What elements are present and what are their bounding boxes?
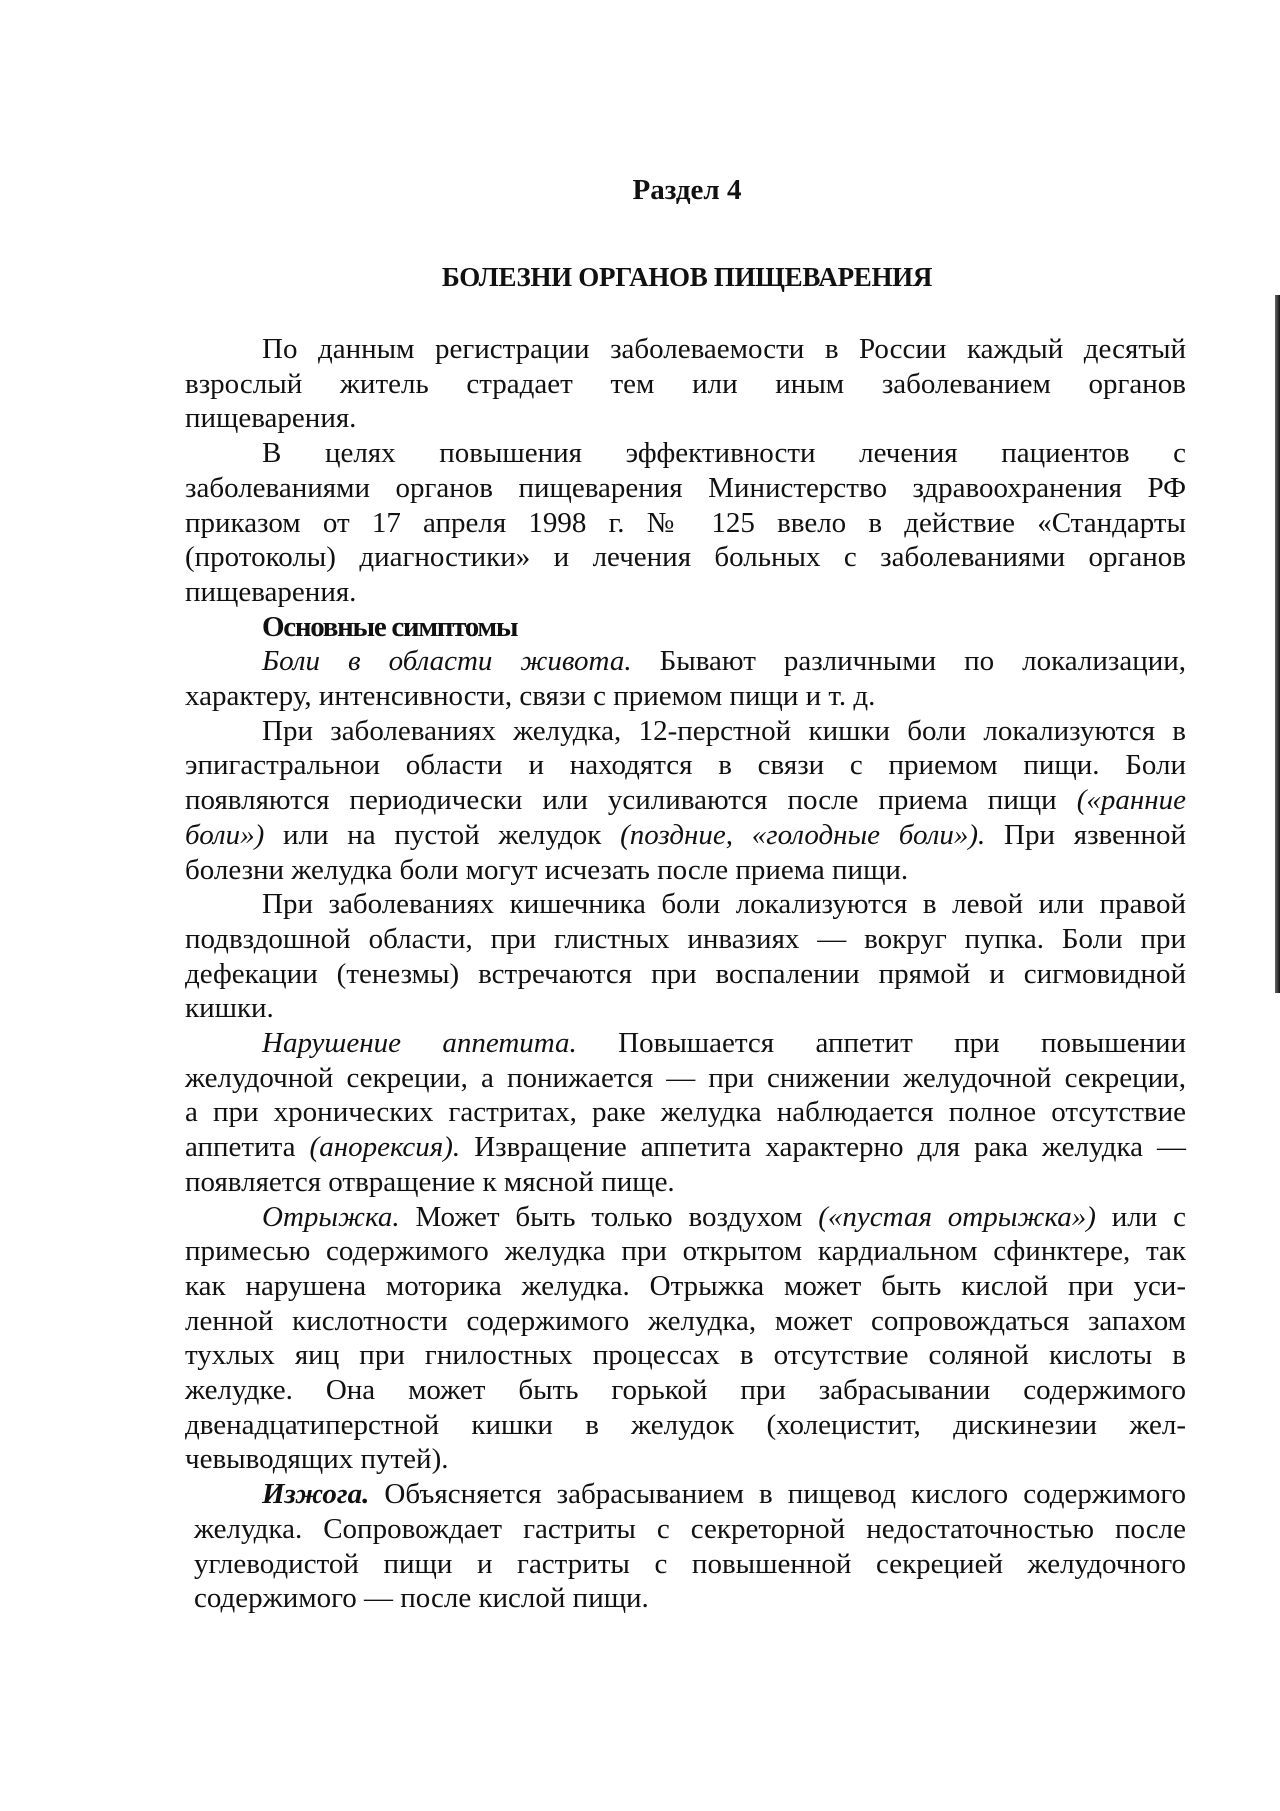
text-run: аппетита	[185, 1131, 310, 1164]
text-line	[185, 1373, 1186, 1407]
italic-text: (анорексия).	[309, 1131, 461, 1164]
italic-text: («ранние	[1076, 784, 1186, 817]
text-run: кишки.	[185, 992, 274, 1025]
text-run: двенадцатиперстной кишки в желудок (холецистит, дискинезии жел-	[185, 1408, 1186, 1441]
text-run: Объясняется забрасыванием в пищевод кислого содержимого	[369, 1478, 1186, 1511]
text-run: тухлых яиц при гнилостных процессах в отсутствие соляной кислоты в	[185, 1339, 1186, 1372]
italic-text: (поздние, «голодные боли»).	[620, 818, 986, 851]
text-run: По данным регистрации заболеваемости в России каждый десятый	[262, 333, 1186, 365]
text-run: желудке. Она может быть горькой при забрасывании содержимого	[185, 1374, 1186, 1406]
text-run: как нарушена моторика желудка. Отрыжка может быть кислой при уси-	[185, 1269, 1186, 1302]
text-line	[185, 783, 1186, 817]
text-line	[185, 471, 1186, 505]
page-edge-shadow	[1275, 295, 1280, 993]
text-line	[262, 1477, 1186, 1511]
text-run: (протоколы) диагностики» и лечения больных с заболеваниями органов	[185, 541, 1186, 574]
italic-text: Боли в области живота.	[262, 645, 632, 678]
text-run: пищеварения.	[185, 575, 357, 608]
text-line	[185, 957, 1186, 991]
italic-text: Отрыжка.	[262, 1200, 400, 1233]
text-line	[185, 1269, 1186, 1303]
text-line	[185, 1338, 1186, 1372]
text-line	[185, 818, 1186, 852]
text-line	[185, 991, 274, 1025]
text-line	[185, 1095, 1186, 1129]
italic-text: («пустая отрыжка»)	[818, 1200, 1096, 1233]
text-run: В целях повышения эффективности лечения пациентов с	[262, 437, 1186, 470]
text-run: а при хронических гастритах, раке желудка наблюдается полное отсутствие	[185, 1096, 1186, 1129]
text-run: Извращение аппетита характерно для рака желудка —	[460, 1131, 1186, 1164]
text-run: содержимого — после кислой пищи.	[194, 1582, 649, 1615]
text-run: дефекации (тенезмы) встречаются при воспалении прямой и сигмовидной	[185, 957, 1186, 990]
text-run: чевыводящих путей).	[185, 1443, 449, 1476]
bold-text: Основные симптомы	[262, 610, 518, 643]
text-run: желудка. Сопровождает гастриты с секреторной недостаточностью после	[194, 1512, 1186, 1545]
text-line	[185, 1442, 448, 1476]
text-run: болезни желудка боли могут исчезать после приема пищи.	[185, 853, 909, 886]
text-run: ленной кислотности содержимого желудка, может сопровождаться запахом	[185, 1304, 1186, 1337]
text-run: подвздошной области, при глистных инвазиях — вокруг пупка. Боли при	[185, 922, 1186, 955]
text-line	[262, 436, 1186, 470]
text-line	[262, 1200, 1186, 1234]
text-line	[194, 1512, 1186, 1546]
italic-text: Нарушение аппетита.	[262, 1027, 577, 1059]
text-line	[194, 1581, 649, 1615]
text-line	[262, 332, 1186, 366]
text-line	[185, 367, 1186, 401]
text-run: заболеваниями органов пищеварения Министерство здравоохранения РФ	[185, 471, 1186, 504]
text-run: Повышается аппетит при повышении	[576, 1027, 1186, 1059]
text-run: или на пустой желудок	[264, 818, 621, 851]
text-run: Может быть только воздухом	[399, 1200, 819, 1233]
text-line	[262, 1026, 1186, 1060]
text-line	[194, 1547, 1186, 1581]
text-line	[185, 1304, 1186, 1338]
text-run: приказом от 17 апреля 1998 г. № 125 ввело в действие «Стандарты	[185, 506, 1186, 539]
text-run: характеру, интенсивности, связи с приемом пищи и т. д.	[185, 680, 876, 712]
text-line	[262, 714, 1186, 748]
text-run: углеводистой пищи и гастриты с повышенной секрецией желудочного	[194, 1547, 1186, 1580]
text-line	[185, 853, 908, 887]
text-line	[185, 1165, 675, 1199]
text-run: При заболеваниях кишечника боли локализуются в левой или правой	[262, 888, 1186, 921]
italic-text: боли»)	[185, 818, 265, 851]
text-run: появляется отвращение к мясной пище.	[185, 1165, 675, 1198]
text-line	[185, 401, 356, 435]
section-title: Раздел 4	[632, 174, 742, 206]
text-run: взрослый житель страдает тем или иным заболеванием органов	[185, 367, 1186, 400]
text-line	[185, 1234, 1186, 1268]
text-run: При язвенной	[985, 818, 1187, 851]
text-line	[185, 1061, 1186, 1095]
text-run: эпигастральнои области и находятся в связи с приемом пищи. Боли	[185, 749, 1186, 782]
text-line	[185, 1408, 1186, 1442]
text-run: При заболеваниях желудка, 12-перстной кишки боли локализуются в	[262, 714, 1186, 747]
text-line	[185, 506, 1186, 540]
text-line	[185, 575, 356, 609]
text-line	[185, 679, 875, 713]
text-line	[185, 748, 1186, 782]
text-line	[262, 644, 1186, 678]
text-run: появляются периодически или усиливаются после приема пищи	[185, 784, 1077, 817]
text-run: примесью содержимого желудка при открытом кардиальном сфинктере, так	[185, 1235, 1186, 1268]
chapter-title: БОЛЕЗНИ ОРГАНОВ ПИЩЕВАРЕНИЯ	[441, 262, 933, 292]
text-run: или с	[1095, 1200, 1186, 1233]
text-line	[185, 1130, 1186, 1164]
text-line	[262, 610, 517, 644]
text-run: пищеварения.	[185, 402, 357, 435]
text-line	[262, 887, 1186, 921]
text-line	[185, 540, 1186, 574]
bold-text: Изжога.	[262, 1478, 370, 1511]
text-line	[185, 922, 1186, 956]
text-run: желудочной секреции, а понижается — при снижении желудочной секреции,	[185, 1061, 1186, 1094]
text-run: Бывают различными по локализации,	[631, 645, 1187, 678]
